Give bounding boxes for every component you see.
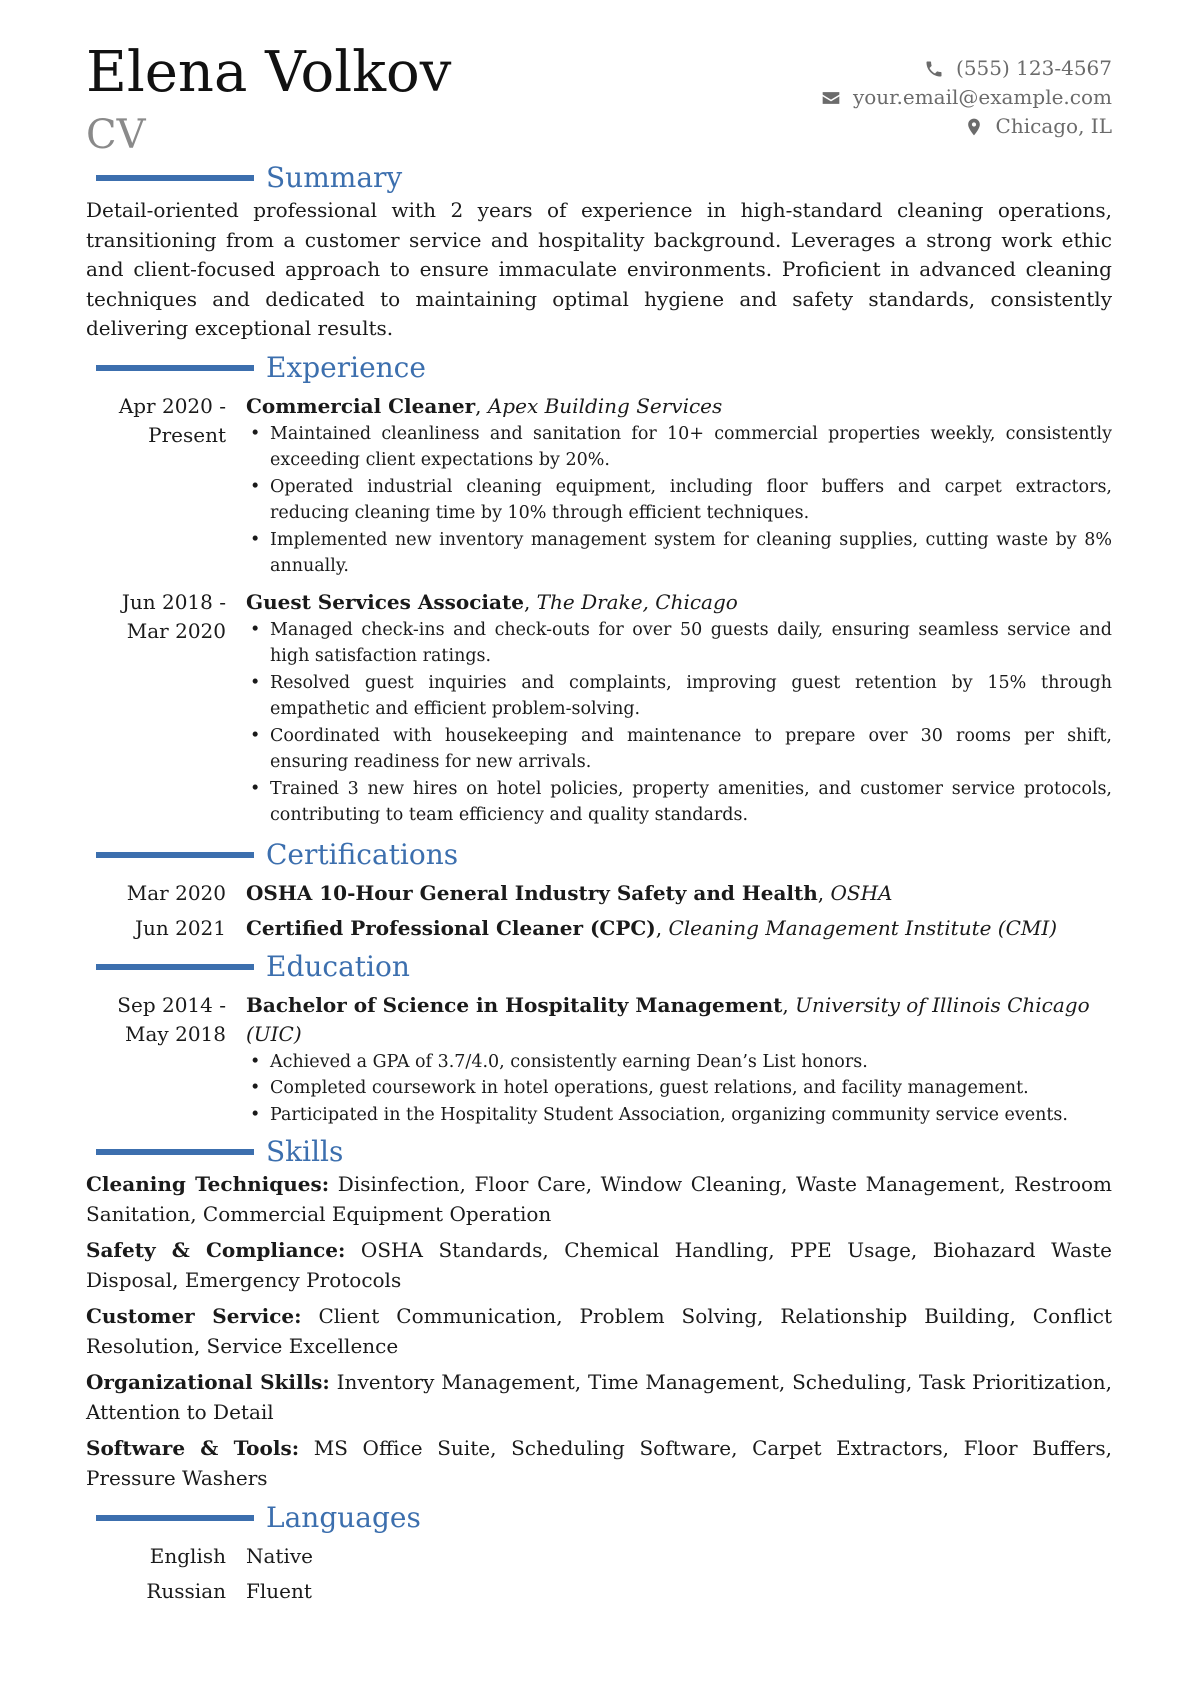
entry-title: Guest Services Associate, The Drake, Chicago <box>246 589 738 614</box>
section-bar <box>96 1515 254 1521</box>
entry-title: Certified Professional Cleaner (CPC), Cleaning Management Institute (CMI) <box>246 915 1058 940</box>
section-title: Education <box>266 949 410 983</box>
person-name: Elena Volkov <box>86 40 452 105</box>
phone-icon <box>924 59 944 79</box>
section-heading-education <box>86 949 1112 985</box>
skill-label: Organizational Skills: <box>86 1370 330 1394</box>
section-bar <box>96 852 254 858</box>
contact-location <box>821 112 1112 141</box>
document-subtitle: CV <box>86 112 146 158</box>
skill-group <box>86 1170 1112 1229</box>
skill-group <box>86 1236 1112 1295</box>
entry-date: Apr 2020 - Present <box>118 393 226 447</box>
language-level: Native <box>246 1544 313 1568</box>
list-item: • Managed check-ins and check-outs for over 50 guests daily, ensuring seamless service and high satisfaction ratings. <box>246 617 1112 670</box>
bullet-list <box>246 617 1112 829</box>
section-title: Experience <box>266 350 426 384</box>
entry-title: Bachelor of Science in Hospitality Management, University of Illinois Chicago (UIC) <box>246 992 1090 1046</box>
job-org: Apex Building Services <box>487 393 723 418</box>
contact-email <box>821 83 1112 112</box>
job-org: The Drake, Chicago <box>536 589 738 614</box>
section-heading-certifications <box>86 837 1112 873</box>
skill-text: MS Office Suite, Scheduling Software, Carpet Extractors, Floor Buffers, Pressure Washers <box>86 1436 1113 1490</box>
section-bar <box>96 175 254 181</box>
contact-block <box>821 54 1112 141</box>
list-item: • Achieved a GPA of 3.7/4.0, consistently earning Dean’s List honors. <box>246 1049 1112 1076</box>
language-name: English <box>149 1544 226 1568</box>
list-item: • Coordinated with housekeeping and maintenance to prepare over 30 rooms per shift, ensuring readiness for new arrivals. <box>246 723 1112 776</box>
phone-text: (555) 123-4567 <box>956 56 1112 80</box>
language-row <box>86 1542 1112 1571</box>
school-name: University of Illinois Chicago (UIC) <box>246 992 1090 1046</box>
degree-name: Bachelor of Science in Hospitality Management <box>246 992 783 1017</box>
list-item: • Resolved guest inquiries and complaints, improving guest retention by 15% through empathetic and efficient problem-solving. <box>246 670 1112 723</box>
skill-label: Software & Tools: <box>86 1436 300 1460</box>
list-item: • Trained 3 new hires on hotel policies, property amenities, and customer service protocols, contributing to team efficiency and quality standards. <box>246 776 1112 829</box>
cert-issuer: OSHA <box>830 880 893 905</box>
language-row <box>86 1577 1112 1606</box>
section-title: Certifications <box>266 837 459 871</box>
cert-issuer: Cleaning Management Institute (CMI) <box>668 915 1058 940</box>
entry-date: Sep 2014 - May 2018 <box>117 992 226 1046</box>
skill-group <box>86 1434 1112 1493</box>
section-heading-experience <box>86 350 1112 386</box>
language-level: Fluent <box>246 1579 312 1603</box>
entry-date: Mar 2020 <box>126 880 226 905</box>
job-role: Commercial Cleaner <box>246 393 476 418</box>
entry-title: Commercial Cleaner, Apex Building Services <box>246 393 723 418</box>
summary-text: Detail-oriented professional with 2 years of experience in high-standard cleaning operations, transitioning from a customer service and hospitality background. Leverages a strong work ethic and client-focused approach to ensure immaculate environments. Proficient in advanced cleaning techniques and dedicated to maintaining optimal hygiene and safety standards, consistently delivering exceptional results. <box>86 198 1112 340</box>
skill-text: Inventory Management, Time Management, Scheduling, Task Prioritization, Attention to Detail <box>86 1370 1113 1424</box>
skill-text: Disinfection, Floor Care, Window Cleaning, Waste Management, Restroom Sanitation, Commercial Equipment Operation <box>86 1172 1112 1226</box>
cv-page <box>86 40 1112 1606</box>
skill-label: Cleaning Techniques: <box>86 1172 330 1196</box>
entry-title: OSHA 10-Hour General Industry Safety and Health, OSHA <box>246 880 893 905</box>
skill-text: Client Communication, Problem Solving, Relationship Building, Conflict Resolution, Service Excellence <box>86 1304 1112 1358</box>
skill-label: Safety & Compliance: <box>86 1238 346 1262</box>
certification-entry <box>86 879 1112 908</box>
experience-entry <box>86 588 1112 829</box>
header <box>86 40 1112 160</box>
entry-date: Jun 2021 <box>134 915 226 940</box>
section-title: Summary <box>266 161 403 194</box>
map-pin-icon <box>964 117 984 137</box>
bullet-list <box>246 421 1112 580</box>
language-name: Russian <box>146 1579 226 1603</box>
section-title: Skills <box>266 1135 344 1168</box>
list-item: • Participated in the Hospitality Student Association, organizing community service events. <box>246 1102 1112 1129</box>
entry-date: Jun 2018 - Mar 2020 <box>121 589 226 643</box>
section-bar <box>96 964 254 970</box>
email-link[interactable]: your.email@example.com <box>852 85 1112 109</box>
section-title: Languages <box>266 1501 421 1534</box>
bullet-list <box>246 1049 1112 1129</box>
section-heading-languages <box>86 1500 1112 1536</box>
section-heading-summary <box>86 160 1112 196</box>
experience-entry <box>86 392 1112 580</box>
cert-name: OSHA 10-Hour General Industry Safety and Health <box>246 880 818 905</box>
envelope-icon <box>821 88 841 108</box>
job-role: Guest Services Associate <box>246 589 524 614</box>
skill-group <box>86 1368 1112 1427</box>
list-item: • Operated industrial cleaning equipment, including floor buffers and carpet extractors, reducing cleaning time by 10% through efficient techniques. <box>246 474 1112 527</box>
skill-label: Customer Service: <box>86 1304 302 1328</box>
list-item: • Maintained cleanliness and sanitation for 10+ commercial properties weekly, consistently exceeding client expectations by 20%. <box>246 421 1112 474</box>
list-item: • Completed coursework in hotel operations, guest relations, and facility management. <box>246 1075 1112 1102</box>
contact-phone <box>821 54 1112 83</box>
location-text: Chicago, IL <box>995 114 1112 138</box>
certification-entry <box>86 914 1112 943</box>
skill-text: OSHA Standards, Chemical Handling, PPE Usage, Biohazard Waste Disposal, Emergency Protocols <box>86 1238 1113 1292</box>
list-item: • Implemented new inventory management system for cleaning supplies, cutting waste by 8% annually. <box>246 527 1112 580</box>
section-bar <box>96 1149 254 1155</box>
skill-group <box>86 1302 1112 1361</box>
cert-name: Certified Professional Cleaner (CPC) <box>246 915 656 940</box>
section-bar <box>96 365 254 371</box>
section-heading-skills <box>86 1134 1112 1170</box>
education-entry <box>86 991 1112 1129</box>
